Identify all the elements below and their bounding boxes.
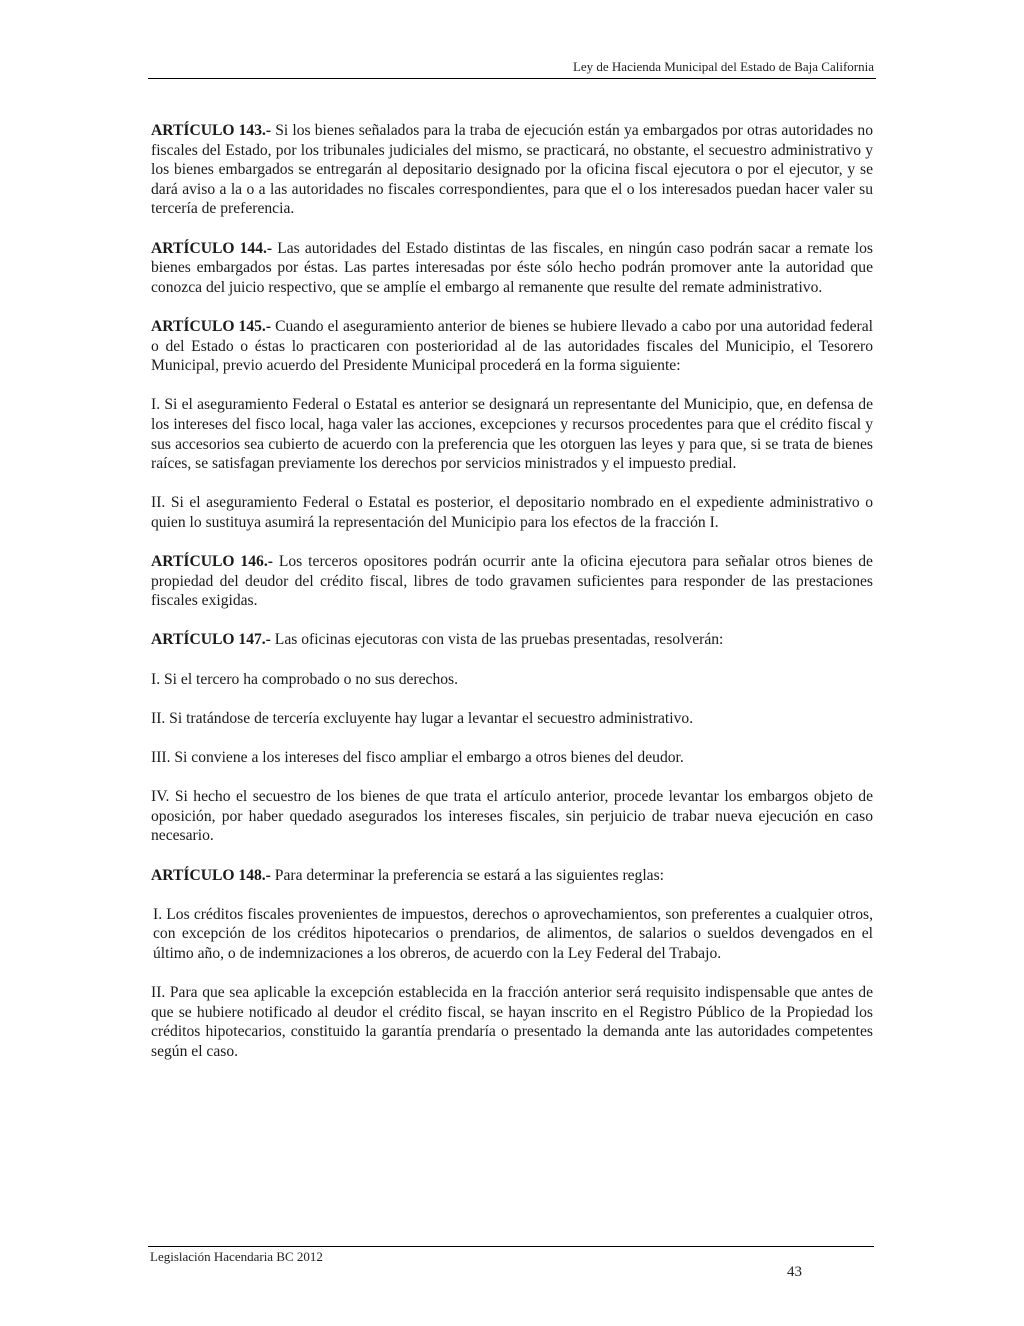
fraction-text: II. Para que sea aplicable la excepción establecida en la fracción anterior será requisito indispensable que antes de que se hubiere notificado al deudor el crédito fiscal, se hayan inscrito en el Registro Público de la Propiedad los créditos hipotecarios, constituido la garantía prendaría o presentado la demanda ante las autoridades competentes según el caso. xyxy=(151,984,873,1060)
article-label: ARTÍCULO 146.- xyxy=(151,553,273,571)
article-text: Si los bienes señalados para la traba de ejecución están ya embargados por otras autoridades no fiscales del Estado, por los tribunales judiciales del mismo, se practicará, no obstante, el secuestro administrativo y los bienes embargados se entregarán al depositario designado por la oficina fiscal ejecutora o por el ejecutor, y se dará aviso a la o a las autoridades no fiscales correspondientes, para que el o los interesados puedan hacer valer su tercería de preferencia. xyxy=(151,122,873,218)
fraction-text: II. Si el aseguramiento Federal o Estatal es posterior, el depositario nombrado en el expediente administrativo o quien lo sustituya asumirá la representación del Municipio para los efectos de la fracción I. xyxy=(151,494,873,531)
article-146 xyxy=(151,552,873,611)
fraction-text: I. Si el aseguramiento Federal o Estatal es anterior se designará un representante del Municipio, que, en defensa de los intereses del fisco local, haga valer las acciones, excepciones y recursos procedentes para que el crédito fiscal y sus accesorios sea cubierto de acuerdo con la preferencia que les otorguen las leyes y para que, si se trata de bienes raíces, se satisfagan previamente los derechos por servicios ministrados y el impuesto predial. xyxy=(151,396,873,473)
article-145-fraction-i xyxy=(151,395,873,473)
fraction-text: I. Si el tercero ha comprobado o no sus derechos. xyxy=(151,670,459,688)
article-145 xyxy=(151,317,873,376)
article-144 xyxy=(151,239,873,298)
article-148-fraction-ii xyxy=(151,983,873,1061)
article-text: Las oficinas ejecutoras con vista de las pruebas presentadas, resolverán: xyxy=(270,631,724,649)
article-label: ARTÍCULO 145.- xyxy=(151,317,272,335)
fraction-text: II. Si tratándose de tercería excluyente hay lugar a levantar el secuestro administrativo. xyxy=(151,709,694,727)
header-rule xyxy=(148,78,876,79)
article-147-fraction-i xyxy=(151,670,873,690)
article-148-fraction-i xyxy=(153,905,873,964)
article-145-fraction-ii xyxy=(151,493,873,532)
article-text: Los terceros opositores podrán ocurrir ante la oficina ejecutora para señalar otros bienes de propiedad del deudor del crédito fiscal, libres de todo gravamen suficientes para responder de las prestaciones fiscales exigidas. xyxy=(151,553,873,610)
page-number: 43 xyxy=(787,1264,802,1280)
fraction-text: I. Los créditos fiscales provenientes de impuestos, derechos o aprovechamientos, son preferentes a cualquier otros, con excepción de los créditos hipotecarios o prendarios, de alimentos, de salarios o sueldos devengados en el último año, o de indemnizaciones a los obreros, de acuerdo con la Ley Federal del Trabajo. xyxy=(153,905,873,962)
article-147-fraction-iii xyxy=(151,748,873,768)
article-148 xyxy=(151,866,873,886)
footer-rule xyxy=(148,1246,874,1247)
fraction-text: IV. Si hecho el secuestro de los bienes de que trata el artículo anterior, procede levantar los embargos objeto de oposición, por haber quedado asegurados los intereses fiscales, sin perjuicio de trabar nueva ejecución en caso necesario. xyxy=(151,788,873,845)
article-text: Cuando el aseguramiento anterior de bienes se hubiere llevado a cabo por una autoridad federal o del Estado o éstas lo practicaren con posterioridad al de las autoridades fiscales del Municipio, el Tesorero Municipal, previo acuerdo del Presidente Municipal procederá en la forma siguiente: xyxy=(151,317,873,375)
article-label: ARTÍCULO 143.- xyxy=(151,122,272,139)
document-body xyxy=(151,121,873,1081)
article-143 xyxy=(151,121,873,219)
article-label: ARTÍCULO 148.- xyxy=(151,866,271,884)
article-147-fraction-ii xyxy=(151,709,873,729)
article-text: Para determinar la preferencia se estará a las siguientes reglas: xyxy=(270,866,665,884)
article-147 xyxy=(151,630,873,650)
article-label: ARTÍCULO 147.- xyxy=(151,631,271,649)
fraction-text: III. Si conviene a los intereses del fisco ampliar el embargo a otros bienes del deudor. xyxy=(151,749,684,766)
article-text: Las autoridades del Estado distintas de las fiscales, en ningún caso podrán sacar a remate los bienes embargados por éstas. Las partes interesadas por éste sólo hecho podrán promover ante la autoridad que conozca del juicio respectivo, que se amplíe el embargo al remanente que resulte del remate administrativo. xyxy=(151,239,873,296)
running-header: Ley de Hacienda Municipal del Estado de Baja California xyxy=(572,59,874,74)
article-label: ARTÍCULO 144.- xyxy=(151,239,273,257)
running-footer: Legislación Hacendaria BC 2012 xyxy=(150,1249,323,1264)
article-147-fraction-iv xyxy=(151,787,873,846)
